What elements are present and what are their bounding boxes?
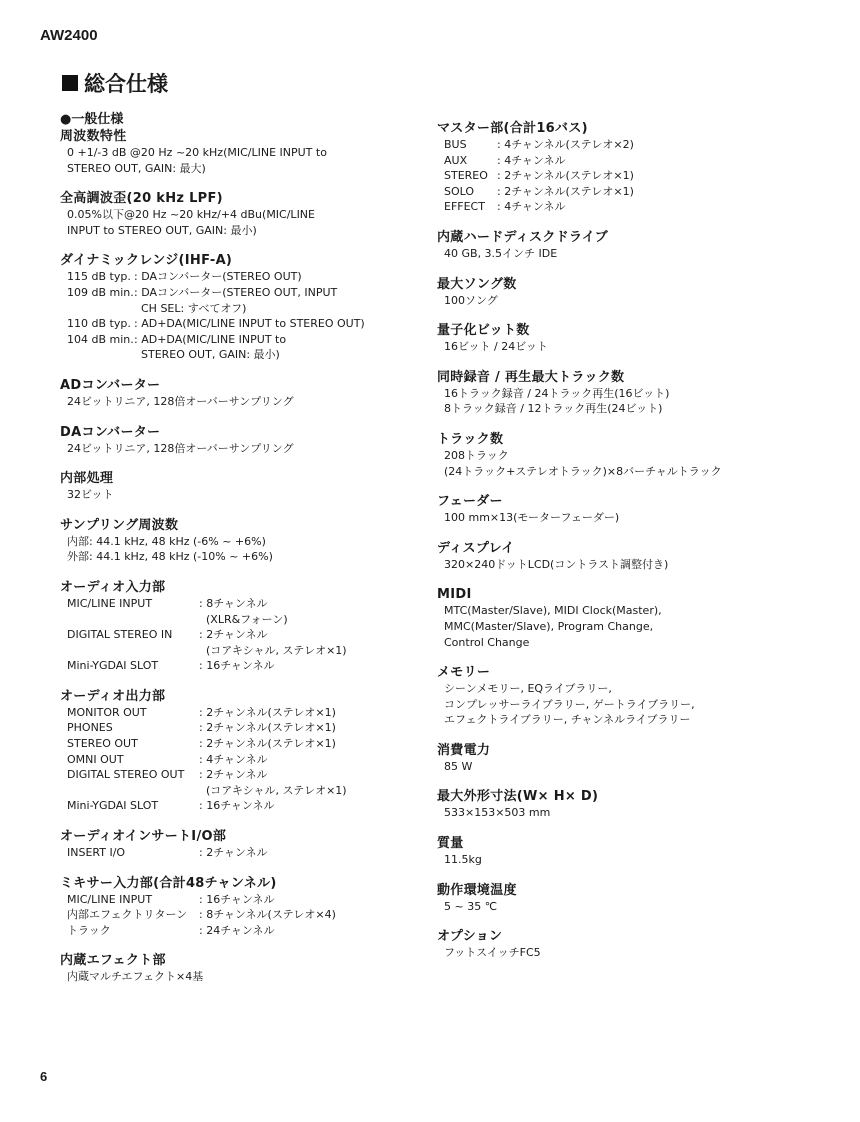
spec-row-value: : DAコンバーター(STEREO OUT) — [134, 270, 302, 284]
spec-section — [437, 493, 812, 526]
spec-heading: 質量 — [437, 836, 464, 852]
spec-row-value: : 16チャンネル — [199, 659, 275, 673]
spec-row-key — [67, 347, 134, 363]
spec-row-key: EFFECT — [444, 200, 485, 214]
spec-row-value: (XLR&フォーン) — [199, 612, 288, 626]
spec-line: 40 GB, 3.5インチ IDE — [444, 246, 558, 260]
spec-row — [60, 752, 435, 768]
spec-section — [60, 470, 435, 503]
spec-row-value: : 4チャンネル — [199, 752, 268, 766]
spec-section — [437, 882, 812, 915]
spec-row-key: STEREO — [444, 169, 488, 183]
spec-heading: オーディオ入力部 — [60, 579, 166, 595]
spec-heading: トラック数 — [437, 431, 504, 447]
spec-section — [437, 120, 812, 215]
spec-line: コンプレッサーライブラリー, ゲートライブラリー, — [444, 697, 695, 711]
spec-heading: 最大ソング数 — [437, 276, 517, 292]
spec-row — [60, 845, 435, 861]
spec-row-key: BUS — [444, 138, 467, 151]
spec-row — [60, 923, 435, 939]
spec-line: 16ビット / 24ビット — [444, 340, 548, 354]
spec-row-value: : 2チャンネル(ステレオ×1) — [497, 169, 634, 183]
spec-section — [60, 190, 435, 238]
spec-row-value: : 2チャンネル(ステレオ×1) — [497, 184, 634, 198]
spec-heading: 内部処理 — [60, 471, 114, 487]
spec-row-value: : 24チャンネル — [199, 923, 275, 937]
spec-row — [60, 612, 435, 628]
spec-heading: 内蔵ハードディスクドライブ — [437, 229, 609, 245]
spec-row — [437, 137, 812, 153]
spec-heading: MIDI — [437, 587, 472, 603]
spec-row-value: : 2チャンネル(ステレオ×1) — [199, 737, 336, 751]
spec-row — [60, 347, 435, 363]
spec-row-value: : 2チャンネル(ステレオ×1) — [199, 705, 336, 719]
spec-row — [437, 153, 812, 169]
spec-line: INPUT to STEREO OUT, GAIN: 最小) — [67, 223, 257, 237]
spec-heading: 最大外形寸法(W× H× D) — [437, 789, 599, 805]
spec-row — [60, 627, 435, 643]
spec-section — [60, 688, 435, 814]
spec-row-value: : 2チャンネル(ステレオ×1) — [199, 721, 336, 735]
spec-section — [60, 252, 435, 363]
spec-row — [60, 316, 435, 332]
spec-line: 100 mm×13(モーターフェーダー) — [444, 511, 620, 525]
spec-heading: 同時録音 / 再生最大トラック数 — [437, 369, 625, 385]
spec-row-key: AUX — [444, 153, 468, 167]
spec-line: 0 +1/-3 dB @20 Hz ~20 kHz(MIC/LINE INPUT to — [67, 146, 327, 159]
spec-row-value: : 16チャンネル — [199, 799, 275, 813]
spec-row-value: : 8チャンネル(ステレオ×4) — [199, 908, 336, 922]
spec-row-value: CH SEL: すべてオフ) — [134, 301, 247, 315]
spec-row-value: : 4チャンネル(ステレオ×2) — [497, 138, 634, 151]
spec-line: 11.5kg — [444, 853, 482, 867]
spec-heading: マスター部(合計16バス) — [437, 121, 588, 136]
spec-heading: DAコンバーター — [60, 424, 161, 440]
spec-section — [437, 835, 812, 868]
spec-row-value: : 2チャンネル — [199, 768, 268, 782]
spec-row-key — [67, 643, 199, 659]
spec-heading: ミキサー入力部(合計48チャンネル) — [60, 875, 277, 891]
spec-heading: 量子化ビット数 — [437, 323, 530, 339]
spec-line: 24ビットリニア, 128倍オーバーサンプリング — [67, 394, 294, 408]
left-spec-list — [60, 128, 435, 985]
spec-row-key: DIGITAL STEREO OUT — [67, 768, 185, 782]
spec-section — [437, 276, 812, 309]
spec-row-key: DIGITAL STEREO IN — [67, 628, 173, 642]
spec-row-value: : DAコンバーター(STEREO OUT, INPUT — [134, 285, 338, 299]
spec-row-key: MIC/LINE INPUT — [67, 892, 153, 906]
spec-line: 内部: 44.1 kHz, 48 kHz (-6% ~ +6%) — [67, 534, 266, 548]
spec-row — [60, 269, 435, 285]
spec-section — [437, 742, 812, 775]
spec-line: シーンメモリー, EQライブラリー, — [444, 682, 612, 696]
spec-row — [60, 705, 435, 721]
spec-row-key — [67, 612, 199, 628]
spec-row-key: MONITOR OUT — [67, 705, 147, 719]
spec-line: 32ビット — [67, 488, 114, 502]
spec-row-key: トラック — [67, 923, 111, 937]
spec-row — [60, 643, 435, 659]
spec-heading: サンプリング周波数 — [60, 517, 179, 533]
spec-row-value: (コアキシャル, ステレオ×1) — [199, 783, 347, 797]
spec-section — [437, 664, 812, 728]
spec-row-key: STEREO OUT — [67, 737, 138, 751]
spec-row-value: : 4チャンネル — [497, 153, 566, 167]
spec-row — [60, 720, 435, 736]
spec-row-key: 115 dB typ. — [67, 270, 131, 284]
spec-row-key: 104 dB min. — [67, 332, 134, 346]
spec-line: 内蔵マルチエフェクト×4基 — [67, 970, 204, 984]
spec-heading: ADコンバーター — [60, 377, 161, 393]
spec-row-key: Mini-YGDAI SLOT — [67, 659, 159, 673]
spec-row-key: 109 dB min. — [67, 285, 134, 299]
spec-line: (24トラック+ステレオトラック)×8バーチャルトラック — [444, 464, 722, 478]
spec-heading: 内蔵エフェクト部 — [60, 953, 166, 969]
spec-section — [437, 229, 812, 262]
spec-heading: 全高調波歪(20 kHz LPF) — [60, 191, 223, 207]
spec-line: STEREO OUT, GAIN: 最大) — [67, 161, 206, 175]
spec-line: 85 W — [444, 759, 473, 773]
spec-row-value: : AD+DA(MIC/LINE INPUT to STEREO OUT) — [134, 317, 365, 331]
page-number: 6 — [40, 1069, 48, 1084]
spec-section — [60, 517, 435, 565]
spec-section — [437, 540, 812, 573]
model-name: AW2400 — [40, 27, 98, 44]
spec-row-key: Mini-YGDAI SLOT — [67, 799, 159, 813]
right-column — [437, 120, 812, 975]
spec-line: MTC(Master/Slave), MIDI Clock(Master), — [444, 604, 662, 618]
spec-row-key: MIC/LINE INPUT — [67, 596, 153, 610]
spec-section — [60, 875, 435, 939]
spec-row — [60, 783, 435, 799]
spec-line: 0.05%以下@20 Hz ~20 kHz/+4 dBu(MIC/LINE — [67, 208, 315, 222]
spec-row-key: SOLO — [444, 184, 475, 198]
spec-row — [60, 301, 435, 317]
spec-line: 533×153×503 mm — [444, 806, 551, 820]
spec-row — [60, 658, 435, 674]
spec-row-key: INSERT I/O — [67, 846, 126, 860]
spec-line: 5 ~ 35 ℃ — [444, 899, 498, 913]
spec-line: MMC(Master/Slave), Program Change, — [444, 619, 654, 633]
spec-section — [60, 952, 435, 985]
spec-section — [437, 586, 812, 650]
spec-heading: オプション — [437, 929, 503, 945]
spec-heading: ディスプレイ — [437, 540, 515, 556]
spec-line: 100ソング — [444, 293, 498, 307]
spec-line: Control Change — [444, 635, 530, 649]
spec-row-key — [67, 301, 134, 317]
general-spec-heading: ●一般仕様 — [60, 112, 124, 127]
spec-line: 208トラック — [444, 448, 509, 462]
spec-line: 16トラック録音 / 24トラック再生(16ビット) — [444, 386, 670, 400]
spec-section — [60, 424, 435, 457]
spec-heading: オーディオ出力部 — [60, 688, 166, 704]
spec-row — [60, 892, 435, 908]
spec-section — [437, 788, 812, 821]
page-title-text: 総合仕様 — [84, 72, 168, 96]
title-square-icon — [62, 75, 78, 91]
spec-section — [60, 579, 435, 674]
spec-section — [437, 928, 812, 961]
spec-row — [60, 798, 435, 814]
spec-row-key: OMNI OUT — [67, 752, 124, 766]
spec-row — [60, 907, 435, 923]
spec-row — [60, 285, 435, 301]
spec-heading: フェーダー — [437, 494, 503, 510]
spec-section — [437, 369, 812, 417]
spec-row-value: : AD+DA(MIC/LINE INPUT to — [134, 332, 287, 346]
spec-row — [437, 168, 812, 184]
spec-line: 8トラック録音 / 12トラック再生(24ビット) — [444, 402, 663, 416]
spec-row-key: 内部エフェクトリターン — [67, 908, 188, 922]
spec-line: フットスイッチFC5 — [444, 946, 541, 960]
spec-row — [437, 184, 812, 200]
spec-row — [60, 596, 435, 612]
spec-line: エフェクトライブラリー, チャンネルライブラリー — [444, 713, 691, 727]
spec-row-value: : 16チャンネル — [199, 892, 275, 906]
page-title — [62, 68, 168, 98]
spec-line: 24ビットリニア, 128倍オーバーサンプリング — [67, 441, 294, 455]
spec-heading: オーディオインサートI/O部 — [60, 829, 227, 845]
spec-row-key: PHONES — [67, 721, 113, 735]
spec-heading: ダイナミックレンジ(IHF-A) — [60, 253, 233, 269]
spec-row-value: : 2チャンネル — [199, 846, 268, 860]
spec-section — [437, 322, 812, 355]
spec-line: 外部: 44.1 kHz, 48 kHz (-10% ~ +6%) — [67, 550, 273, 564]
spec-heading: 動作環境温度 — [437, 882, 517, 898]
spec-line: 320×240ドットLCD(コントラスト調整付き) — [444, 557, 669, 571]
spec-row — [437, 199, 812, 215]
spec-section — [60, 128, 435, 176]
spec-row-value: : 8チャンネル — [199, 596, 268, 610]
right-spec-list — [437, 120, 812, 961]
spec-row — [60, 332, 435, 348]
spec-section — [60, 828, 435, 861]
spec-heading: 消費電力 — [437, 742, 491, 758]
spec-row-value: : 2チャンネル — [199, 628, 268, 642]
spec-heading: 周波数特性 — [60, 129, 127, 144]
spec-section — [60, 377, 435, 410]
spec-section — [437, 431, 812, 479]
spec-row-value: (コアキシャル, ステレオ×1) — [199, 643, 347, 657]
spec-row — [60, 767, 435, 783]
spec-row — [60, 736, 435, 752]
spec-row-value: STEREO OUT, GAIN: 最小) — [134, 348, 280, 362]
spec-heading: メモリー — [437, 665, 491, 681]
spec-row-key — [67, 783, 199, 799]
spec-row-key: 110 dB typ. — [67, 317, 131, 331]
spec-row-value: : 4チャンネル — [497, 200, 566, 214]
left-column — [60, 108, 435, 999]
